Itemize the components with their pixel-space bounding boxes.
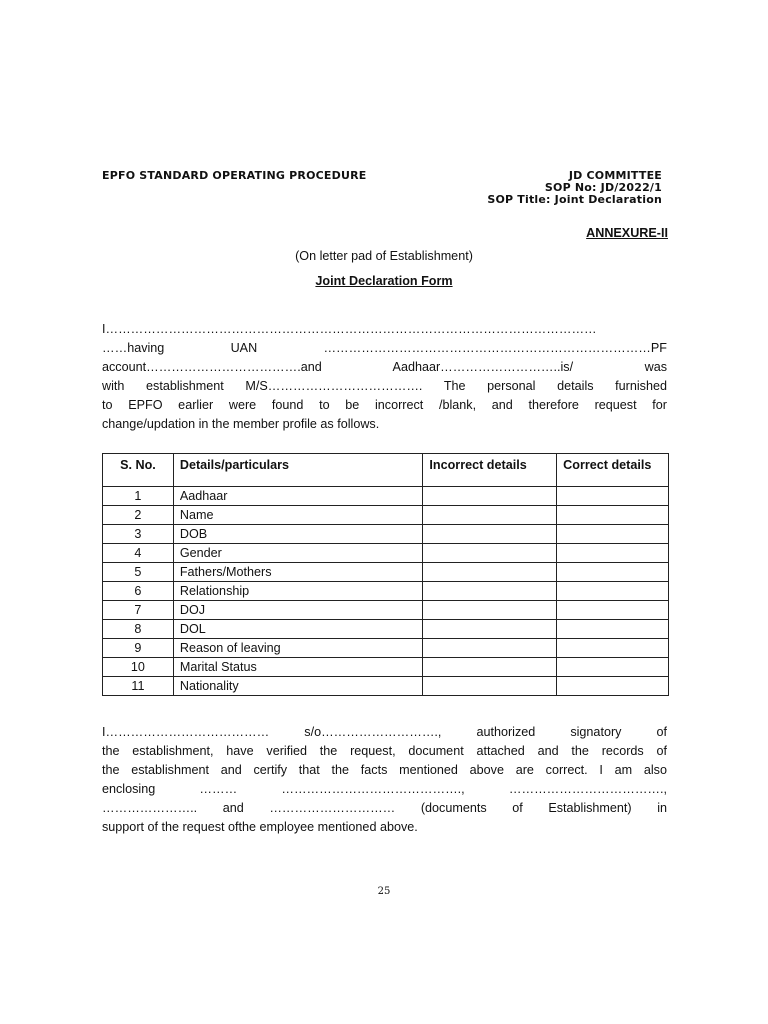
page-number: 25 (377, 886, 391, 897)
table-header-row (103, 454, 669, 487)
row-incorrect-cell (423, 563, 557, 582)
intro-line: change/updation in the member profile as follows. (102, 417, 380, 431)
row-sno: 10 (103, 658, 174, 677)
form-title: Joint Declaration Form (315, 274, 453, 288)
col-header-correct: Correct details (557, 454, 669, 487)
row-sno: 8 (103, 620, 174, 639)
row-detail: Gender (173, 544, 423, 563)
row-detail: Fathers/Mothers (173, 563, 423, 582)
intro-line: to EPFO earlier were found to be incorrect /blank, and therefore request for (102, 398, 667, 412)
intro-line: account……………………………….and Aadhaar………………………..is/ was (102, 360, 667, 374)
row-incorrect-cell (423, 658, 557, 677)
row-detail: Aadhaar (173, 487, 423, 506)
declaration-line: ………………….. and ………………………… (documents of Establishment) in (102, 801, 667, 815)
row-incorrect-cell (423, 582, 557, 601)
row-correct-cell (557, 525, 669, 544)
intro-line: I……………………………………………………………………………………………………… (102, 322, 597, 336)
col-header-details: Details/particulars (173, 454, 423, 487)
table-row (103, 677, 669, 696)
row-detail: DOB (173, 525, 423, 544)
row-correct-cell (557, 487, 669, 506)
row-sno: 9 (103, 639, 174, 658)
row-correct-cell (557, 601, 669, 620)
letterpad-note: (On letter pad of Establishment) (295, 249, 473, 263)
declaration-line: support of the request ofthe employee mentioned above. (102, 820, 418, 834)
row-correct-cell (557, 639, 669, 658)
row-sno: 4 (103, 544, 174, 563)
row-detail: DOJ (173, 601, 423, 620)
row-correct-cell (557, 506, 669, 525)
col-header-sno: S. No. (103, 454, 174, 487)
header-sop-title: SOP Title: Joint Declaration (487, 193, 662, 206)
table-row (103, 601, 669, 620)
row-incorrect-cell (423, 544, 557, 563)
intro-line: ……having UAN ……………………………………………………………………PF (102, 341, 667, 355)
row-correct-cell (557, 544, 669, 563)
row-detail: Nationality (173, 677, 423, 696)
table-row (103, 544, 669, 563)
row-sno: 6 (103, 582, 174, 601)
table-row (103, 658, 669, 677)
declaration-line: I………………………………… s/o………………………., authorized signatory of (102, 725, 667, 739)
intro-paragraph (102, 320, 667, 434)
declaration-paragraph (102, 723, 667, 837)
header-sop-no: SOP No: JD/2022/1 (544, 181, 662, 194)
table-row (103, 620, 669, 639)
row-sno: 7 (103, 601, 174, 620)
row-sno: 1 (103, 487, 174, 506)
table-row (103, 487, 669, 506)
row-detail: Reason of leaving (173, 639, 423, 658)
annexure-label: ANNEXURE-II (586, 226, 668, 240)
intro-line: with establishment M/S………………………………. The personal details furnished (102, 379, 667, 393)
row-incorrect-cell (423, 620, 557, 639)
table-row (103, 639, 669, 658)
declaration-line: the establishment, have verified the request, document attached and the records of (102, 744, 667, 758)
row-sno: 2 (103, 506, 174, 525)
row-detail: Name (173, 506, 423, 525)
row-sno: 3 (103, 525, 174, 544)
declaration-line: the establishment and certify that the facts mentioned above are correct. I am also (102, 763, 667, 777)
row-correct-cell (557, 658, 669, 677)
header-committee: JD COMMITTEE (568, 169, 662, 182)
row-sno: 11 (103, 677, 174, 696)
col-header-incorrect: Incorrect details (423, 454, 557, 487)
row-correct-cell (557, 620, 669, 639)
row-detail: Marital Status (173, 658, 423, 677)
table-row (103, 525, 669, 544)
row-incorrect-cell (423, 506, 557, 525)
row-incorrect-cell (423, 639, 557, 658)
row-correct-cell (557, 582, 669, 601)
details-table (102, 453, 669, 696)
row-incorrect-cell (423, 487, 557, 506)
row-sno: 5 (103, 563, 174, 582)
table-row (103, 506, 669, 525)
row-incorrect-cell (423, 525, 557, 544)
header-left-title: EPFO STANDARD OPERATING PROCEDURE (102, 169, 367, 182)
row-detail: DOL (173, 620, 423, 639)
declaration-line: enclosing ……… ……………………………………., ………………………………., (102, 782, 667, 796)
row-detail: Relationship (173, 582, 423, 601)
table-row (103, 563, 669, 582)
row-correct-cell (557, 677, 669, 696)
table-row (103, 582, 669, 601)
row-incorrect-cell (423, 677, 557, 696)
row-correct-cell (557, 563, 669, 582)
row-incorrect-cell (423, 601, 557, 620)
